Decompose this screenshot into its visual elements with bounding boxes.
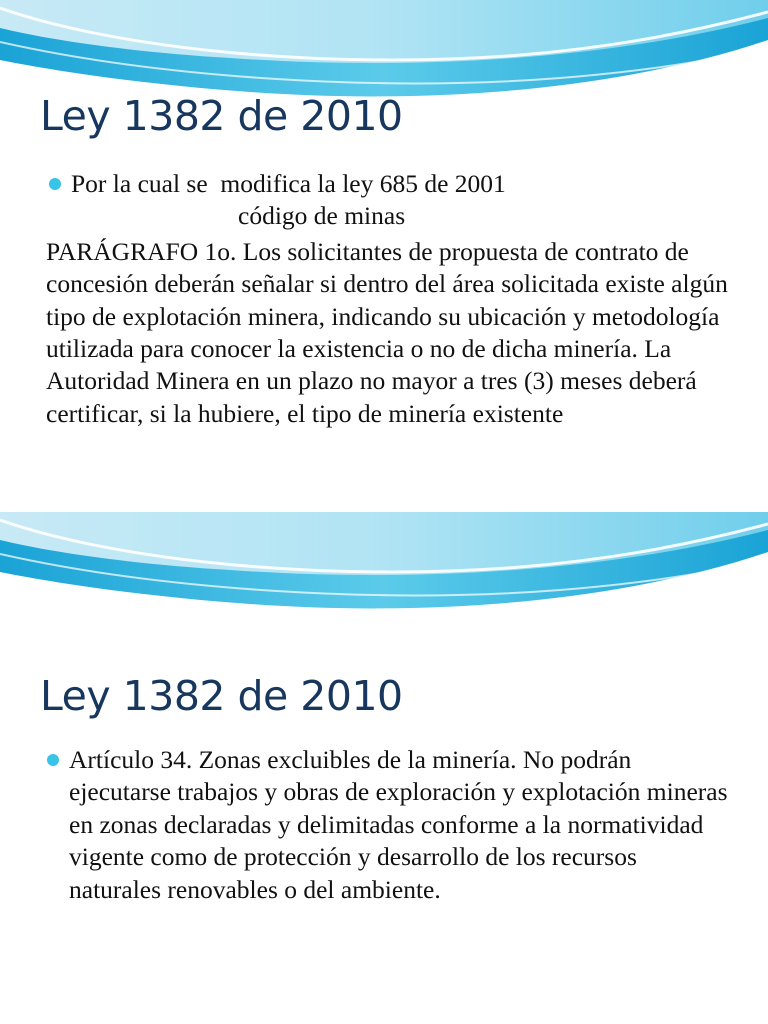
slide-title: Ley 1382 de 2010	[40, 672, 403, 720]
bullet-item	[44, 744, 734, 906]
slide-body	[44, 744, 734, 906]
slide-title: Ley 1382 de 2010	[40, 92, 403, 140]
bullet-text: Por la cual se modifica la ley 685 de 2001	[71, 169, 506, 198]
indented-subtitle: código de minas	[238, 201, 406, 231]
slide-2	[0, 512, 768, 1024]
wave-header-decoration	[0, 512, 768, 622]
bullet-text: Artículo 34. Zonas excluibles de la minería. No podrán ejecutarse trabajos y obras de exploración y explotación mineras en zonas declaradas y delimitadas conforme a la normatividad vigente como de protección y desarrollo de los recursos naturales renovables o del ambiente.	[69, 745, 728, 904]
paragraph-text: PARÁGRAFO 1o. Los solicitantes de propuesta de contrato de concesión deberán señalar si dentro del área solicitada existe algún tipo de explotación minera, indicando su ubicación y metodología utilizada para conocer la existencia o no de dicha minería. La Autoridad Minera en un plazo no mayor a tres (3) meses deberá certificar, si la hubiere, el tipo de minería existente	[46, 236, 728, 428]
slide-body	[46, 168, 746, 430]
bullet-dot-icon	[47, 754, 59, 766]
bullet-item	[46, 168, 746, 200]
bullet-dot-icon	[49, 178, 61, 190]
